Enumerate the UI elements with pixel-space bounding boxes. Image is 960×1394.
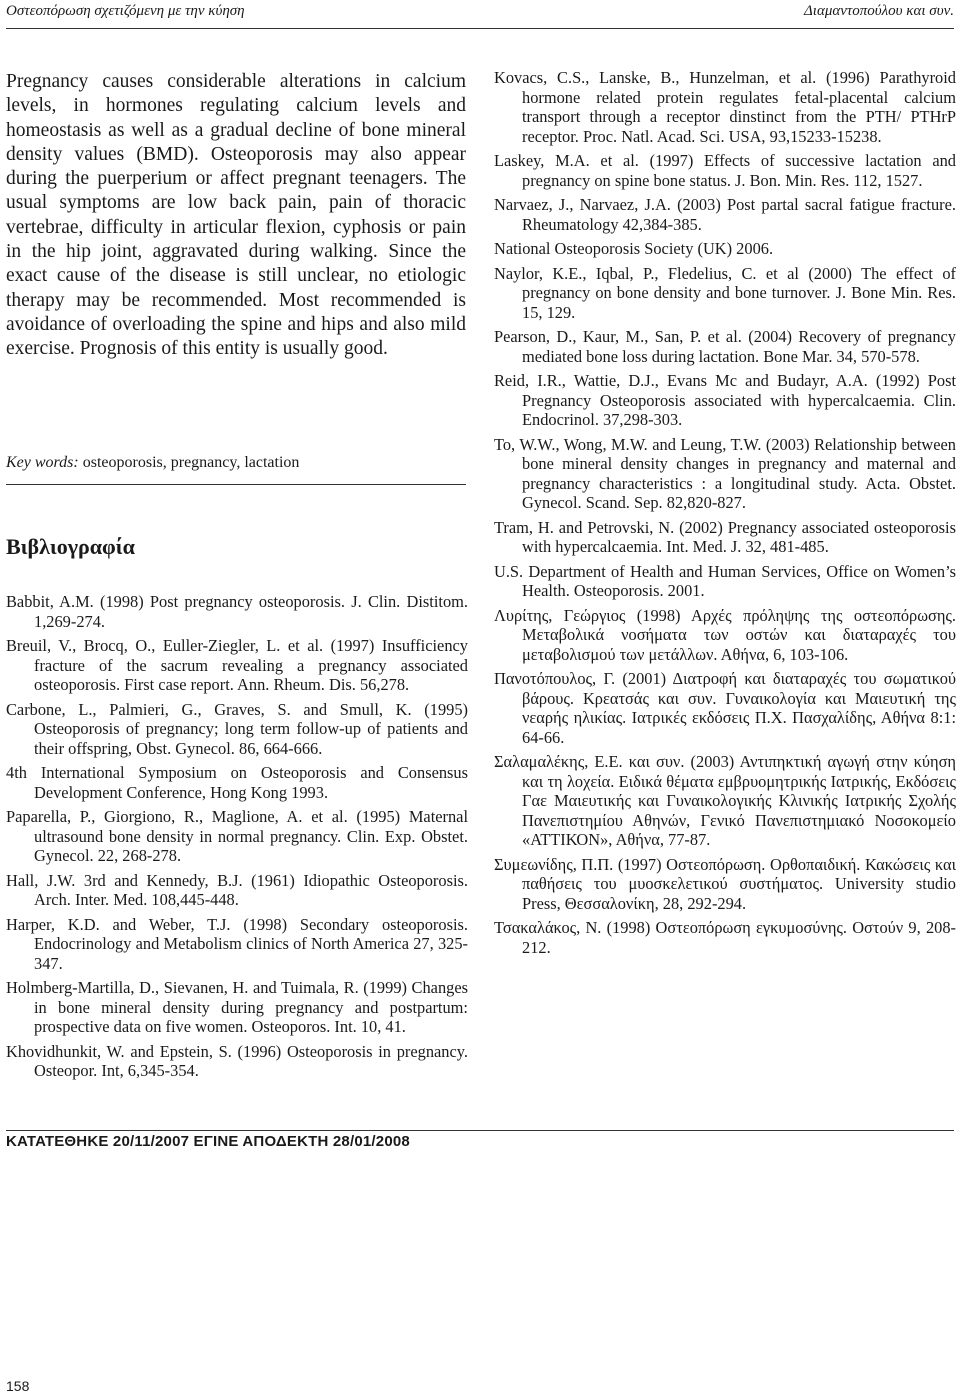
- reference-item: Breuil, V., Brocq, O., Euller-Ziegler, L. et al. (1997) Insufficiency fracture of the sacrum revealing a pregnancy associated osteoporosis. First case report. Ann. Rheum. Dis. 56,278.: [6, 636, 468, 694]
- reference-item: Babbit, A.M. (1998) Post pregnancy osteoporosis. J. Clin. Distitom. 1,269-274.: [6, 592, 468, 631]
- keywords-line: [6, 453, 466, 473]
- reference-item: Πανοτόπουλος, Γ. (2001) Διατροφή και διαταραχές του σωματικού βάρους. Κρεατσάς και συν. Γυναικολογία και Μαιευτική της νεαρής ηλικίας. Ιατρικές εκδόσεις Π.Χ. Πασχαλίδης, Αθήνα 8:1: 64-66.: [494, 669, 956, 747]
- running-header-right: Διαμαντοπούλου και συν.: [804, 3, 954, 19]
- reference-item: Τσακαλάκος, Ν. (1998) Οστεοπόρωση εγκυμοσύνης. Οστούν 9, 208-212.: [494, 918, 956, 957]
- references-list-left: [6, 592, 468, 1086]
- abstract-text: Pregnancy causes considerable alterations in calcium levels, in hormones regulating calcium levels and homeostasis as well as a gradual decline of bone mineral density values (BMD). Osteoporosis may also appear during the puerperium or affect pregnant teenagers. The usual symptoms are low back pain, pain of thoracic vertebrae, difficulty in articular flexion, cyphosis or pain in the hip joint, aggravated during walking. Since the exact cause of the disease is still unclear, no etiologic therapy may be recommended. Most recommended is avoidance of overloading the spine and hips and also mild exercise. Prognosis of this entity is usually good.: [6, 71, 466, 360]
- reference-item: Λυρίτης, Γεώργιος (1998) Αρχές πρόληψης της οστεοπόρωσης. Μεταβολικά νοσήματα των οστών και διαταραχές του μεταβολισμού των μετάλλων. Αθήνα, 6, 103-106.: [494, 605, 956, 664]
- reference-item: Συμεωνίδης, Π.Π. (1997) Οστεοπόρωση. Ορθοπαιδική. Κακώσεις και παθήσεις του μυοσκελετικού συστήματος. University studio Press, Θεσσαλονίκη, 28, 292-294.: [494, 854, 956, 913]
- reference-item: Hall, J.W. 3rd and Kennedy, B.J. (1961) Idiopathic Osteoporosis. Arch. Inter. Med. 108,445-448.: [6, 870, 468, 909]
- reference-item: Pearson, D., Kaur, M., San, P. et al. (2004) Recovery of pregnancy mediated bone loss during lactation. Bone Mar. 34, 570-578.: [494, 327, 956, 366]
- reference-item: Harper, K.D. and Weber, T.J. (1998) Secondary osteoporosis. Endocrinology and Metabolism clinics of North America 27, 325-347.: [6, 914, 468, 973]
- reference-item: Laskey, M.A. et al. (1997) Effects of successive lactation and pregnancy on spine bone status. J. Bon. Min. Res. 112, 1527.: [494, 151, 956, 190]
- reference-item: Naylor, K.E., Iqbal, P., Fledelius, C. et al (2000) The effect of pregnancy on bone density and bone turnover. J. Bone Min. Res. 15, 129.: [494, 263, 956, 322]
- reference-item: Kovacs, C.S., Lanske, B., Hunzelman, et al. (1996) Parathyroid hormone related protein regulates fetal-placental calcium transport through a receptor dinstinct from the PTH/ PTHrP receptor. Proc. Natl. Acad. Sci. USA, 93,15233-15238.: [494, 68, 956, 146]
- reference-item: Narvaez, J., Narvaez, J.A. (2003) Post partal sacral fatigue fracture. Rheumatology 42,384-385.: [494, 195, 956, 234]
- page-number: 158: [6, 1378, 30, 1394]
- reference-item: National Osteoporosis Society (UK) 2006.: [494, 239, 774, 258]
- reference-item: U.S. Department of Health and Human Services, Office on Women’s Health. Osteoporosis. 2001.: [494, 561, 956, 600]
- reference-item: Carbone, L., Palmieri, G., Graves, S. and Smull, K. (1995) Osteoporosis of pregnancy; long term follow-up of patients and their offspring, Obst. Gynecol. 86, 664-666.: [6, 699, 468, 758]
- left-column: [6, 70, 468, 1080]
- reference-item: Holmberg-Martilla, D., Sievanen, H. and Tuimala, R. (1999) Changes in bone mineral density during pregnancy and postpartum: prospective data on five women. Osteoporos. Int. 10, 41.: [6, 978, 468, 1036]
- reference-item: Khovidhunkit, W. and Epstein, S. (1996) Osteoporosis in pregnancy. Osteopor. Int, 6,345-354.: [6, 1041, 468, 1080]
- header-divider: [6, 28, 954, 29]
- keywords-divider: [6, 484, 466, 485]
- keywords-text: osteoporosis, pregnancy, lactation: [78, 454, 300, 471]
- reference-item: Reid, I.R., Wattie, D.J., Evans Mc and Budayr, A.A. (1992) Post Pregnancy Osteoporosis associated with hypercalcaemia. Clin. Endocrinol. 37,298-303.: [494, 371, 956, 429]
- reference-item: Paparella, P., Giorgiono, R., Maglione, A. et al. (1995) Maternal ultrasound bone density in normal pregnancy. Clin. Exp. Obstet. Gynecol. 22, 268-278.: [6, 807, 468, 865]
- reference-item: 4th International Symposium on Osteoporosis and Consensus Development Conference, Hong Kong 1993.: [6, 763, 468, 802]
- reference-item: Σαλαμαλέκης, Ε.Ε. και συν. (2003) Αντιπηκτική αγωγή στην κύηση και τη λοχεία. Ειδικά θέματα εμβρυομητρικής Ιατρικής, Εκδόσεις Γαε Μαιευτικής και Γυναικολογικής Κλινικής Ιατρικής Σχολής Πανεπιστημίου Αθηνών, Γενικό Πανεπιστημιακό Νοσοκομείο «ΑΤΤΙΚΟΝ», Αθήνα, 77-87.: [494, 752, 956, 849]
- running-header-left: Οστεοπόρωση σχετιζόμενη με την κύηση: [6, 3, 245, 19]
- right-column: [494, 68, 956, 962]
- keywords-label: Key words:: [6, 454, 79, 471]
- received-accepted-dates: ΚΑΤΑΤΕΘΗΚΕ 20/11/2007 ΕΓΙΝΕ ΑΠΟΔΕΚΤΗ 28/01/2008: [6, 1133, 410, 1150]
- running-header: [6, 3, 954, 20]
- references-list-right: [494, 68, 956, 957]
- reference-item: To, W.W., Wong, M.W. and Leung, T.W. (2003) Relationship between bone mineral density changes in pregnancy and maternal and pregnancy characteristics : a longitudinal study. Acta. Obstet. Gynecol. Scand. Sep. 82,820-827.: [494, 434, 956, 512]
- footer-divider: [6, 1130, 954, 1131]
- reference-item: Tram, H. and Petrovski, N. (2002) Pregnancy associated osteoporosis with hypercalcaemia. Int. Med. J. 32, 481-485.: [494, 517, 956, 556]
- references-title: Βιβλιογραφία: [6, 534, 135, 559]
